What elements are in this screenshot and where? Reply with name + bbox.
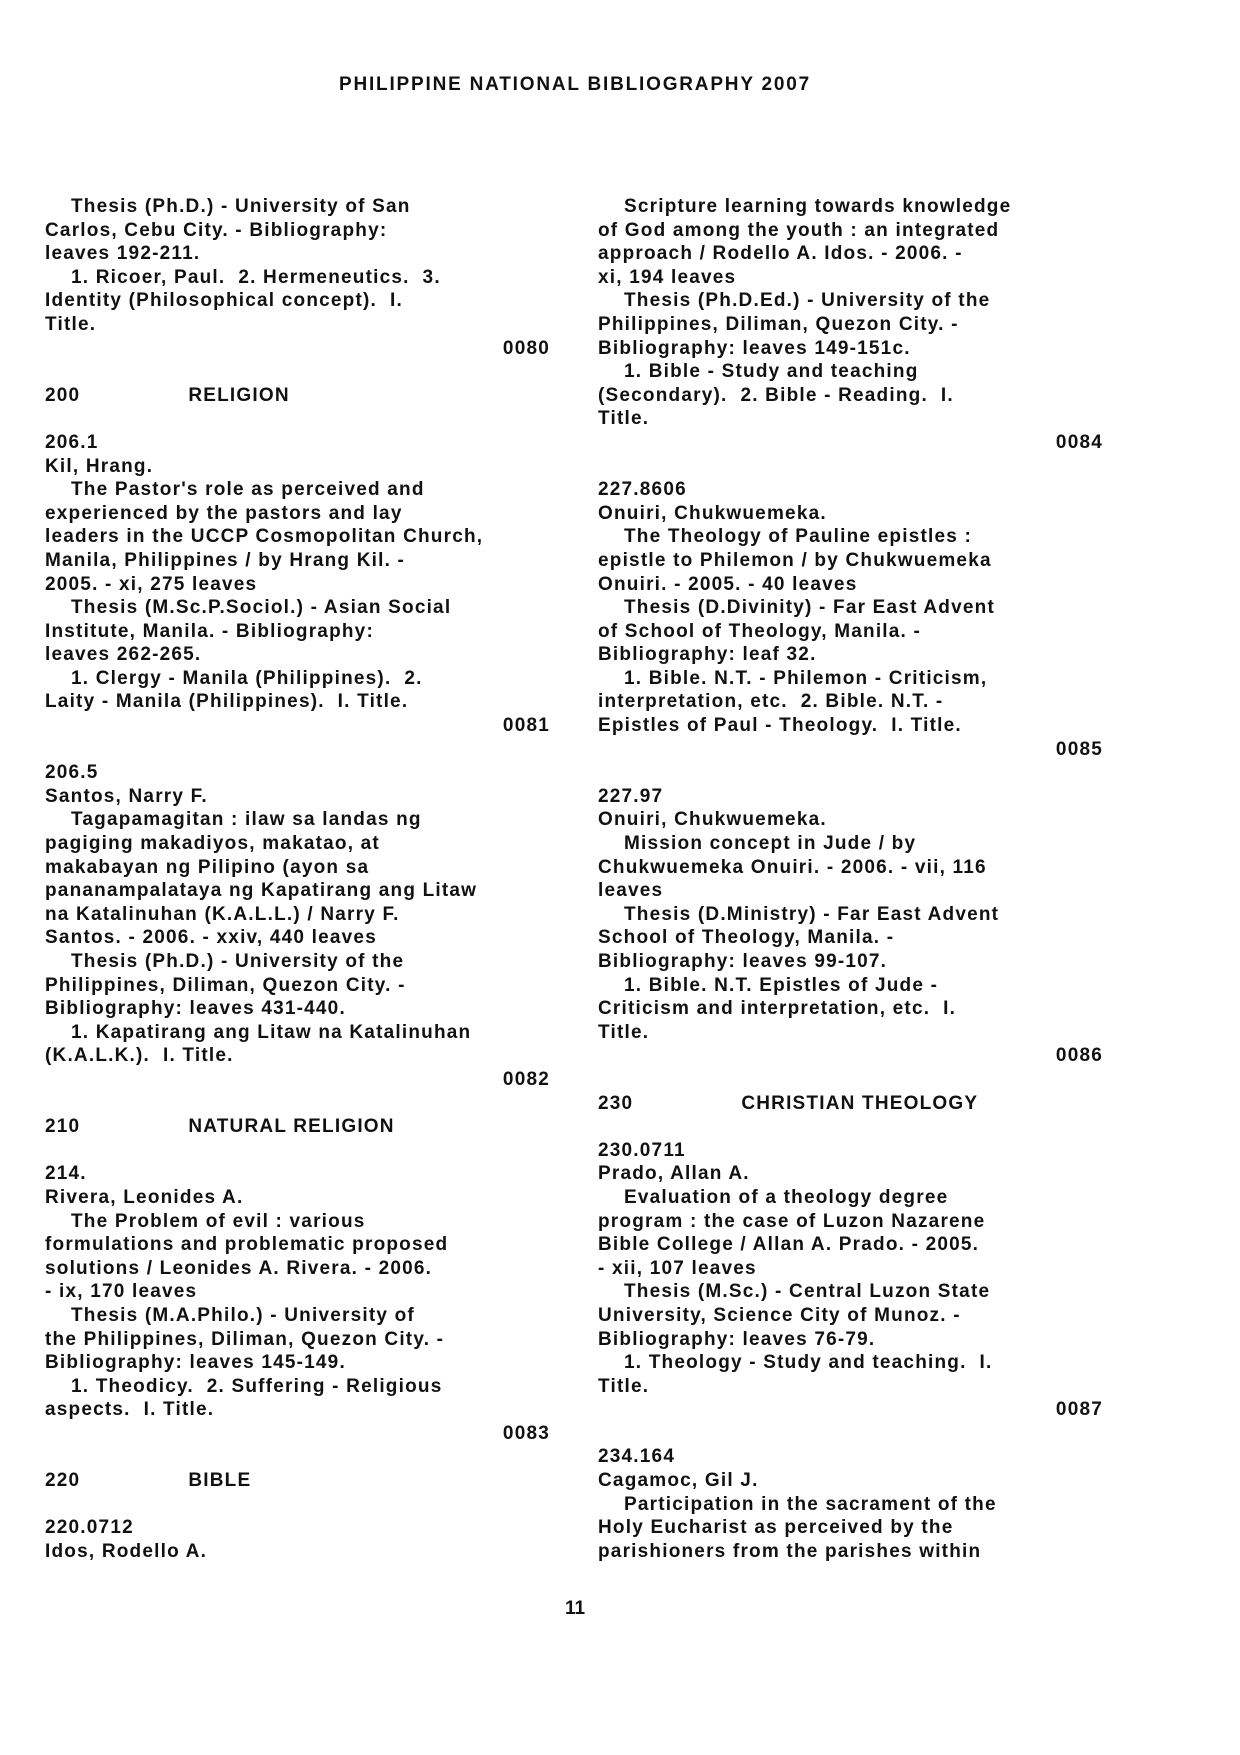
entry-line: Thesis (Ph.D.) - University of San	[71, 196, 411, 217]
entry-line: Thesis (M.Sc.) - Central Luzon State	[624, 1281, 991, 1303]
entry-line: 1. Theology - Study and teaching. I.	[624, 1352, 993, 1374]
entry-line: Philippines, Diliman, Quezon City. -	[598, 313, 959, 335]
bibliography-entry	[598, 195, 1103, 455]
entry-line: Scripture learning towards knowledge	[624, 196, 1012, 217]
entry-line: Thesis (D.Divinity) - Far East Advent	[624, 597, 995, 619]
left-column	[45, 195, 550, 1587]
entry-line: the Philippines, Diliman, Quezon City. -	[45, 1328, 445, 1350]
entry-line: leaves 262-265.	[45, 644, 202, 666]
entry-line: leaves 192-211.	[45, 243, 201, 265]
section-heading	[598, 1092, 1103, 1116]
entry-line: Chukwuemeka Onuiri. - 2006. - vii, 116	[598, 856, 987, 878]
entry-line: Onuiri, Chukwuemeka.	[598, 809, 827, 831]
bibliography-entry	[45, 1516, 550, 1563]
entry-line: 1. Bible - Study and teaching	[624, 361, 919, 383]
entry-line: Thesis (M.A.Philo.) - University of	[71, 1304, 415, 1326]
entry-line: Bibliography: leaves 149-151c.	[598, 337, 911, 359]
entry-line: aspects. I. Title.	[45, 1399, 215, 1421]
entry-line: Holy Eucharist as perceived by the	[598, 1517, 954, 1539]
entry-line: Carlos, Cebu City. - Bibliography:	[45, 219, 388, 241]
bibliography-entry	[45, 1162, 550, 1445]
bibliography-entry	[598, 1445, 1103, 1563]
entry-line: Epistles of Paul - Theology. I. Title.	[598, 715, 962, 737]
bibliography-entry	[45, 431, 550, 738]
entry-line: Bibliography: leaves 76-79.	[598, 1328, 876, 1350]
entry-line: 227.8606	[598, 479, 687, 501]
entry-line: Evaluation of a theology degree	[624, 1186, 949, 1208]
entry-line: Tagapamagitan : ilaw sa landas ng	[71, 809, 422, 831]
section-title: BIBLE	[188, 1470, 252, 1492]
entry-line: Participation in the sacrament of the	[624, 1493, 997, 1515]
entry-line: Santos, Narry F.	[45, 785, 208, 807]
entry-number: 0082	[502, 1068, 550, 1090]
entry-line: na Katalinuhan (K.A.L.L.) / Narry F.	[45, 903, 400, 925]
section-heading	[45, 1469, 550, 1493]
entry-line: epistle to Philemon / by Chukwuemeka	[598, 549, 992, 571]
entry-line: interpretation, etc. 2. Bible. N.T. -	[598, 691, 944, 713]
entry-line: 206.1	[45, 431, 99, 453]
entry-line: leaders in the UCCP Cosmopolitan Church,	[45, 526, 484, 548]
entry-number: 0080	[502, 337, 550, 359]
section-code: 200	[45, 384, 81, 406]
entry-line: 214.	[45, 1163, 87, 1185]
entry-line: (Secondary). 2. Bible - Reading. I.	[598, 384, 954, 406]
entry-number: 0086	[1055, 1045, 1103, 1067]
entry-line: - ix, 170 leaves	[45, 1281, 198, 1303]
section-code: 230	[598, 1092, 634, 1114]
entry-number: 0085	[1055, 738, 1103, 760]
entry-line: Cagamoc, Gil J.	[598, 1470, 759, 1492]
entry-line: 1. Theodicy. 2. Suffering - Religious	[71, 1375, 443, 1397]
entry-line: Thesis (Ph.D.Ed.) - University of the	[624, 290, 991, 312]
section-code: 210	[45, 1116, 81, 1138]
entry-line: of God among the youth : an integrated	[598, 219, 1000, 241]
entry-line: Thesis (D.Ministry) - Far East Advent	[624, 903, 1000, 925]
entry-line: solutions / Leonides A. Rivera. - 2006.	[45, 1257, 433, 1279]
entry-line: Onuiri, Chukwuemeka.	[598, 502, 827, 524]
entry-line: Title.	[598, 408, 650, 430]
entry-line: Mission concept in Jude / by	[624, 833, 917, 855]
entry-line: 206.5	[45, 762, 99, 784]
entry-line: program : the case of Luzon Nazarene	[598, 1210, 986, 1232]
entry-line: Bibliography: leaves 99-107.	[598, 951, 888, 972]
entry-line: 227.97	[598, 785, 664, 807]
section-title: RELIGION	[188, 384, 290, 406]
entry-line: 1. Ricoer, Paul. 2. Hermeneutics. 3.	[71, 266, 441, 288]
entry-line: 2005. - xi, 275 leaves	[45, 573, 258, 595]
entry-line: 1. Bible. N.T. - Philemon - Criticism,	[624, 667, 988, 689]
entry-line: Thesis (Ph.D.) - University of the	[71, 951, 405, 972]
entry-line: Title.	[598, 1021, 650, 1043]
entry-line: 220.0712	[45, 1517, 134, 1539]
entry-line: Onuiri. - 2005. - 40 leaves	[598, 573, 858, 595]
entry-line: formulations and problematic proposed	[45, 1234, 449, 1256]
entry-line: 1. Bible. N.T. Epistles of Jude -	[624, 974, 939, 996]
entry-number: 0084	[1055, 431, 1103, 453]
entry-line: 230.0711	[598, 1139, 686, 1161]
right-column	[598, 195, 1103, 1587]
entry-number: 0087	[1055, 1399, 1103, 1421]
entry-line: Rivera, Leonides A.	[45, 1186, 244, 1208]
entry-line: Criticism and interpretation, etc. I.	[598, 998, 957, 1020]
entry-line: approach / Rodello A. Idos. - 2006. -	[598, 243, 963, 265]
entry-line: makabayan ng Pilipino (ayon sa	[45, 856, 370, 878]
section-title: CHRISTIAN THEOLOGY	[741, 1092, 979, 1114]
entry-line: Identity (Philosophical concept). I.	[45, 290, 403, 312]
entry-line: Prado, Allan A.	[598, 1163, 750, 1185]
section-title: NATURAL RELIGION	[188, 1116, 395, 1138]
entry-line: 1. Clergy - Manila (Philippines). 2.	[71, 667, 423, 689]
entry-line: Santos. - 2006. - xxiv, 440 leaves	[45, 927, 377, 949]
entry-line: Thesis (M.Sc.P.Sociol.) - Asian Social	[71, 597, 452, 619]
entry-line: University, Science City of Munoz. -	[598, 1304, 961, 1326]
entry-line: parishioners from the parishes within	[598, 1540, 982, 1562]
page-number: 11	[564, 1598, 586, 1619]
entry-number: 0081	[502, 715, 550, 737]
entry-line: Manila, Philippines / by Hrang Kil. -	[45, 549, 406, 571]
entry-line: Bible College / Allan A. Prado. - 2005.	[598, 1234, 980, 1256]
entry-line: experienced by the pastors and lay	[45, 502, 403, 524]
section-heading	[45, 1115, 550, 1139]
entry-line: (K.A.L.K.). I. Title.	[45, 1045, 234, 1067]
bibliography-entry	[45, 761, 550, 1091]
entry-line: The Problem of evil : various	[71, 1210, 366, 1232]
bibliography-entry	[598, 1139, 1103, 1422]
entry-line: pagiging makadiyos, makatao, at	[45, 833, 380, 855]
entry-line: The Pastor's role as perceived and	[71, 479, 425, 501]
section-heading	[45, 384, 550, 408]
page-header: PHILIPPINE NATIONAL BIBLIOGRAPHY 2007	[338, 74, 811, 95]
entry-line: of School of Theology, Manila. -	[598, 620, 922, 642]
entry-number: 0083	[502, 1422, 550, 1444]
entry-line: Bibliography: leaf 32.	[598, 644, 817, 666]
entry-line: Institute, Manila. - Bibliography:	[45, 620, 374, 642]
entry-line: Kil, Hrang.	[45, 455, 154, 477]
entry-line: pananampalataya ng Kapatirang ang Litaw	[45, 880, 478, 902]
entry-line: 1. Kapatirang ang Litaw na Katalinuhan	[71, 1021, 472, 1043]
bibliography-entry	[598, 478, 1103, 761]
entry-line: Laity - Manila (Philippines). I. Title.	[45, 691, 409, 713]
bibliography-entry	[45, 195, 550, 360]
entry-line: The Theology of Pauline epistles :	[624, 526, 973, 548]
section-code: 220	[45, 1470, 81, 1492]
entry-line: Bibliography: leaves 431-440.	[45, 998, 346, 1020]
entry-line: Bibliography: leaves 145-149.	[45, 1352, 346, 1374]
entry-line: Philippines, Diliman, Quezon City. -	[45, 974, 406, 996]
entry-line: xi, 194 leaves	[598, 266, 737, 288]
entry-line: - xii, 107 leaves	[598, 1257, 757, 1279]
entry-line: Title.	[598, 1375, 650, 1397]
entry-line: Title.	[45, 313, 97, 335]
entry-line: 234.164	[598, 1446, 676, 1468]
entry-line: leaves	[598, 880, 664, 902]
bibliography-entry	[598, 785, 1103, 1068]
entry-line: School of Theology, Manila. -	[598, 927, 895, 949]
entry-line: Idos, Rodello A.	[45, 1540, 208, 1562]
